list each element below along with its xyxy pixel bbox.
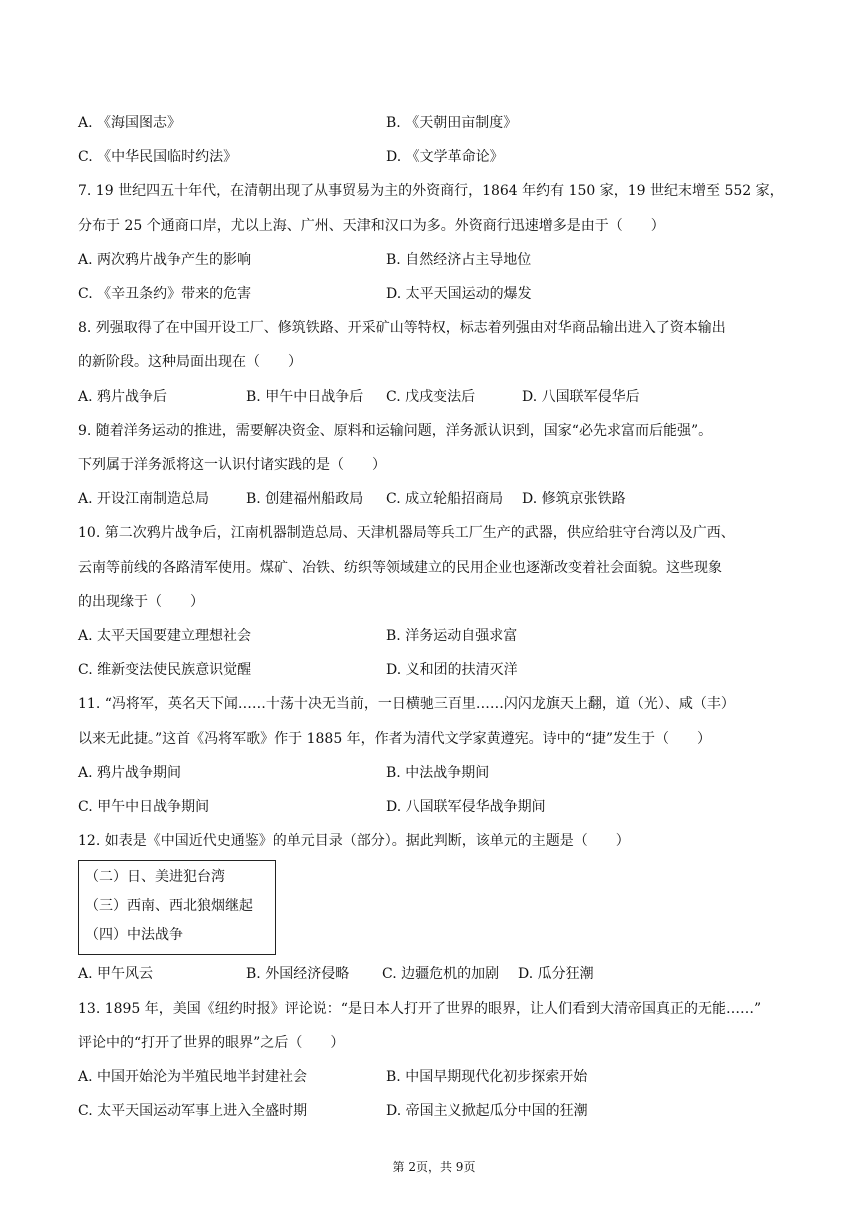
q12-option-c[interactable]: C. 边疆危机的加剧 bbox=[382, 966, 500, 983]
q8-options-row bbox=[78, 380, 798, 414]
q13-option-d[interactable]: D. 帝国主义掀起瓜分中国的狂潮 bbox=[386, 1103, 588, 1120]
q10-stem-line-3: 的出现缘于（ ） bbox=[78, 593, 204, 610]
q13-option-c[interactable]: C. 太平天国运动军事上进入全盛时期 bbox=[78, 1103, 308, 1120]
q8-stem-line-1: 8. 列强取得了在中国开设工厂、修筑铁路、开采矿山等特权，标志着列强由对华商品输出进入了资本输出 bbox=[78, 320, 726, 337]
q8-option-b[interactable]: B. 甲午中日战争后 bbox=[246, 388, 364, 405]
q9-option-b[interactable]: B. 创建福州船政局 bbox=[246, 491, 364, 508]
q12-option-b[interactable]: B. 外国经济侵略 bbox=[246, 966, 350, 983]
q9-options-row bbox=[78, 482, 798, 516]
q12-stem-line-1: 12. 如表是《中国近代史通鉴》的单元目录（部分）。据此判断，该单元的主题是（ ） bbox=[78, 833, 630, 850]
q9-stem-line-1: 9. 随着洋务运动的推进，需要解决资金、原料和运输问题，洋务派认识到，国家“必先求富而后能强”。 bbox=[78, 422, 713, 439]
q11-option-a[interactable]: A. 鸦片战争期间 bbox=[78, 764, 182, 781]
q7-option-a[interactable]: A. 两次鸦片战争产生的影响 bbox=[78, 251, 252, 268]
q6-option-a[interactable]: A. 《海国图志》 bbox=[78, 115, 182, 131]
q12-table-row: （二）日、美进犯台湾 bbox=[85, 869, 225, 886]
q12-option-d[interactable]: D. 瓜分狂潮 bbox=[518, 966, 594, 983]
q12-options-row bbox=[78, 957, 798, 991]
q11-stem-line-2: 以来无此捷。”这首《冯将军歌》作于 1885 年，作者为清代文学家黄遵宪。诗中的“捷”发生于（ ） bbox=[78, 730, 711, 747]
q11-option-d[interactable]: D. 八国联军侵华战争期间 bbox=[386, 799, 546, 816]
q7-stem-line-1: 7. 19 世纪四五十年代，在清朝出现了从事贸易为主的外资商行，1864 年约有 150 家，19 世纪末增至 552 家， bbox=[78, 183, 784, 200]
q13-stem-line-1: 13. 1895 年，美国《纽约时报》评论说：“是日本人打开了世界的眼界，让人们看到大清帝国真正的无能……” bbox=[78, 1000, 762, 1017]
q8-stem-line-2: 的新阶段。这种局面出现在（ ） bbox=[78, 354, 302, 371]
q6-option-b[interactable]: B. 《天朝田亩制度》 bbox=[386, 115, 518, 131]
q12-option-a[interactable]: A. 甲午风云 bbox=[78, 966, 154, 983]
q13-stem-line-2: 评论中的“打开了世界的眼界”之后（ ） bbox=[78, 1034, 345, 1051]
q11-stem-line-1: 11. “冯将军，英名天下闻……十荡十决无当前，一日横驰三百里……闪闪龙旗天上翻，道（光）、咸（丰） bbox=[78, 696, 735, 713]
q7-option-d[interactable]: D. 太平天国运动的爆发 bbox=[386, 286, 532, 303]
q11-option-c[interactable]: C. 甲午中日战争期间 bbox=[78, 799, 210, 816]
q7-stem-line-2: 分布于 25 个通商口岸，尤以上海、广州、天津和汉口为多。外资商行迅速增多是由于（ ） bbox=[78, 217, 665, 234]
q6-option-c[interactable]: C. 《中华民国临时约法》 bbox=[78, 149, 238, 166]
q10-option-a[interactable]: A. 太平天国要建立理想社会 bbox=[78, 628, 252, 645]
q10-stem-line-1: 10. 第二次鸦片战争后，江南机器制造总局、天津机器局等兵工厂生产的武器，供应给驻守台湾以及广西、 bbox=[78, 525, 735, 542]
q10-option-c[interactable]: C. 维新变法使民族意识觉醒 bbox=[78, 662, 252, 679]
q12-table bbox=[78, 860, 276, 955]
q7-option-c[interactable]: C. 《辛丑条约》带来的危害 bbox=[78, 286, 252, 303]
q7-options-row-2 bbox=[78, 277, 798, 311]
q9-stem-line-2: 下列属于洋务派将这一认识付诸实践的是（ ） bbox=[78, 457, 386, 474]
exam-content bbox=[78, 106, 798, 1128]
q10-options-row-1 bbox=[78, 619, 798, 653]
q6-options-row-1 bbox=[78, 106, 798, 140]
q10-stem-line-2: 云南等前线的各路清军使用。煤矿、冶铁、纺织等领域建立的民用企业也逐渐改变着社会面貌。这些现象 bbox=[78, 559, 722, 576]
q6-option-d[interactable]: D. 《文学革命论》 bbox=[386, 149, 504, 166]
q8-option-a[interactable]: A. 鸦片战争后 bbox=[78, 388, 168, 405]
q13-option-a[interactable]: A. 中国开始沦为半殖民地半封建社会 bbox=[78, 1069, 308, 1086]
q9-option-a[interactable]: A. 开设江南制造总局 bbox=[78, 491, 210, 508]
q10-options-row-2 bbox=[78, 653, 798, 687]
q11-options-row-1 bbox=[78, 756, 798, 790]
q12-table-row: （四）中法战争 bbox=[85, 927, 183, 944]
page-footer: 第 2页，共 9页 bbox=[392, 1160, 476, 1174]
q8-option-d[interactable]: D. 八国联军侵华后 bbox=[522, 388, 640, 405]
q10-option-b[interactable]: B. 洋务运动自强求富 bbox=[386, 628, 518, 645]
q12-table-row: （三）西南、西北狼烟继起 bbox=[85, 898, 253, 915]
q13-option-b[interactable]: B. 中国早期现代化初步探索开始 bbox=[386, 1069, 588, 1086]
q13-options-row-1 bbox=[78, 1060, 798, 1094]
q11-options-row-2 bbox=[78, 790, 798, 824]
q9-option-d[interactable]: D. 修筑京张铁路 bbox=[522, 491, 626, 508]
q6-options-row-2 bbox=[78, 140, 798, 174]
q11-option-b[interactable]: B. 中法战争期间 bbox=[386, 764, 490, 781]
q7-option-b[interactable]: B. 自然经济占主导地位 bbox=[386, 251, 532, 268]
q9-option-c[interactable]: C. 成立轮船招商局 bbox=[386, 491, 504, 508]
q10-option-d[interactable]: D. 义和团的扶清灭洋 bbox=[386, 662, 518, 679]
q13-options-row-2 bbox=[78, 1094, 798, 1128]
q8-option-c[interactable]: C. 戊戌变法后 bbox=[386, 388, 476, 405]
q7-options-row-1 bbox=[78, 243, 798, 277]
